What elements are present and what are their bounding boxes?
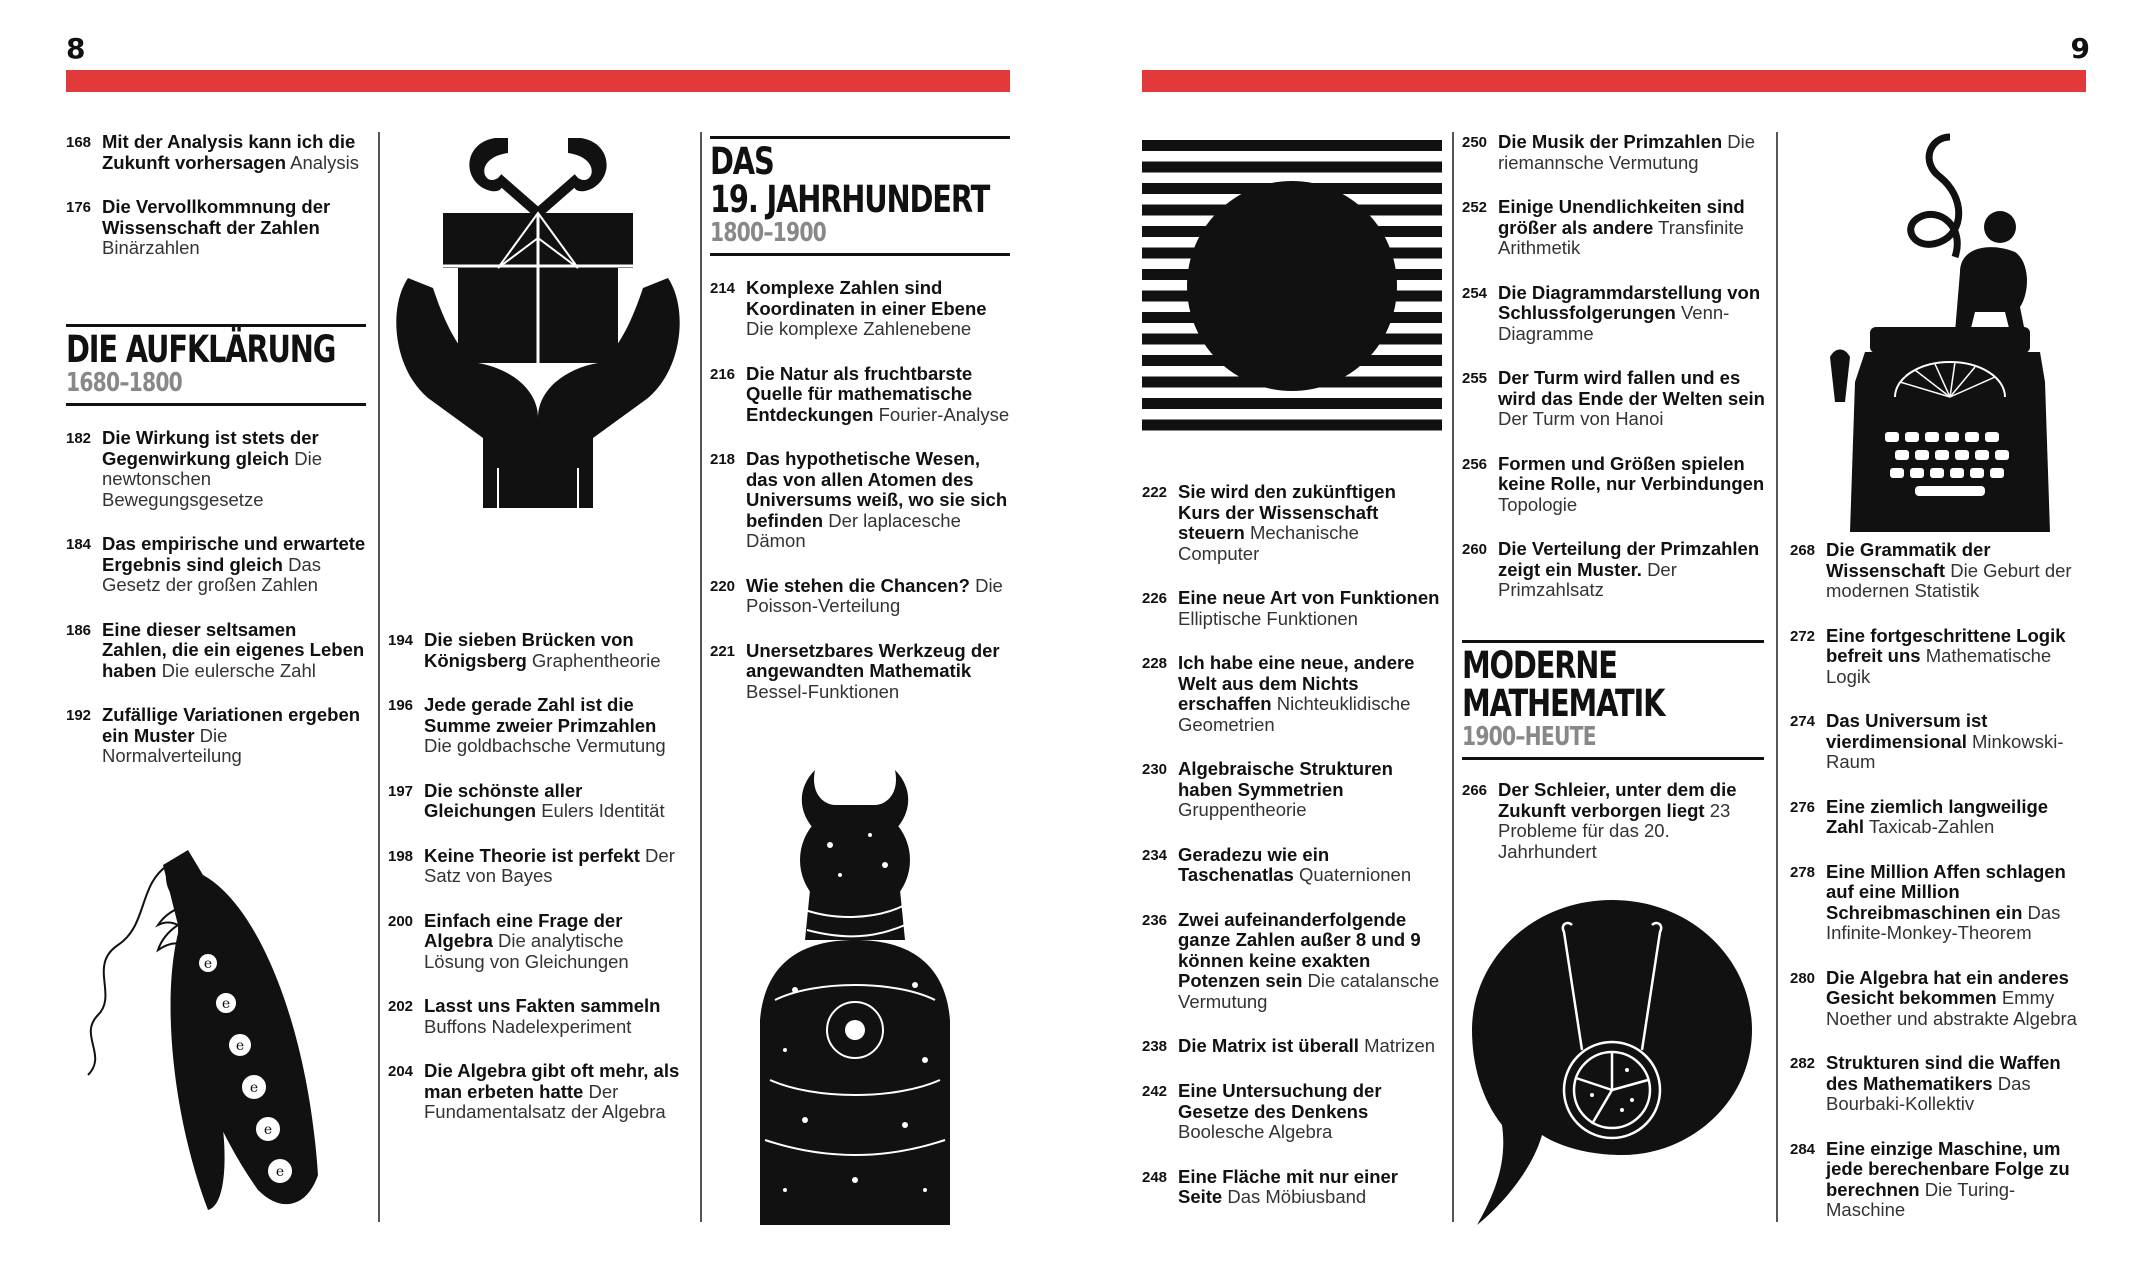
- section-years: 1900–HEUTE: [1462, 722, 1596, 752]
- toc-entry-title: Eine Million Affen schlagen auf eine Million Schreibmaschinen ein: [1826, 860, 2066, 923]
- column-divider: [378, 132, 380, 1222]
- toc-entry-text: [1178, 845, 1442, 886]
- toc-entry-text: [1178, 759, 1442, 821]
- toc-entry-subtitle: Der Satz von Bayes: [424, 844, 675, 886]
- section-title-line1: DAS: [710, 140, 774, 183]
- toc-entry-text: [1826, 968, 2090, 1030]
- toc-entry-title: Die schönste aller Gleichungen: [424, 779, 583, 821]
- svg-text:e: e: [235, 1038, 245, 1054]
- toc-page-number: 186: [66, 621, 92, 639]
- toc-entry-text: [1178, 1081, 1442, 1143]
- toc-entry-subtitle: Mathematische Logik: [1826, 645, 2052, 687]
- toc-entry: [66, 132, 366, 173]
- toc-entry-text: [424, 781, 688, 822]
- toc-entry-title: Wie stehen die Chancen?: [746, 574, 970, 596]
- toc-entry-subtitle: Buffons Nadelexperiment: [424, 1015, 632, 1037]
- column-divider: [1452, 132, 1454, 1222]
- toc-entry-subtitle: Das Gesetz der großen Zahlen: [102, 553, 321, 595]
- section-title: DIE AUFKLÄRUNG: [66, 328, 336, 371]
- toc-entry: [1790, 1053, 2090, 1115]
- toc-entry-title: Mit der Analysis kann ich die Zukunft vorhersagen: [102, 131, 356, 173]
- toc-entry-title: Das Universum ist vierdimensional: [1826, 710, 1988, 752]
- toc-entry: [1142, 588, 1442, 629]
- toc-list-col4: [1142, 482, 1442, 1232]
- toc-page-number: 256: [1462, 455, 1488, 473]
- toc-entry-subtitle: Graphentheorie: [531, 649, 661, 671]
- toc-list-col3: [710, 278, 1010, 726]
- toc-page-number: 194: [388, 632, 414, 649]
- toc-entry: [66, 428, 366, 510]
- page-number-right: 9: [2070, 32, 2090, 65]
- toc-entry-subtitle: Die analytische Lösung von Gleichungen: [424, 930, 629, 972]
- toc-entry-title: Geradezu wie ein Taschenatlas: [1178, 843, 1330, 885]
- svg-text:e: e: [249, 1080, 259, 1096]
- toc-page-number: 272: [1790, 627, 1816, 645]
- toc-entry: [1462, 454, 1767, 516]
- toc-entry: [66, 705, 366, 767]
- toc-entry-text: [1826, 711, 2090, 773]
- toc-page-number: 176: [66, 199, 92, 216]
- toc-entry-subtitle: Boolesche Algebra: [1178, 1121, 1333, 1142]
- toc-entry-text: [1178, 910, 1442, 1013]
- toc-page-number: 182: [66, 430, 92, 447]
- toc-list-col1-bottom: [66, 428, 366, 791]
- toc-entry-subtitle: Das Möbiusband: [1227, 1186, 1367, 1207]
- toc-entry-title: Jede gerade Zahl ist die Summe zweier Primzahlen: [424, 694, 657, 736]
- toc-entry: [1790, 862, 2090, 944]
- toc-entry-subtitle: Minkowski-Raum: [1826, 730, 2064, 772]
- toc-entry-subtitle: Elliptische Funktionen: [1178, 607, 1358, 629]
- toc-entry-subtitle: Emmy Noether und abstrakte Algebra: [1826, 987, 2077, 1029]
- section-header-aufklaerung: [66, 324, 366, 406]
- toc-entry-text: [1178, 1036, 1435, 1057]
- toc-entry-title: Die Algebra gibt oft mehr, als man erbeten hatte: [424, 1060, 680, 1102]
- toc-entry-text: [1498, 368, 1767, 430]
- toc-entry-title: Ich habe eine neue, andere Welt aus dem Nichts erschaffen: [1178, 652, 1415, 714]
- toc-entry: [1142, 1036, 1442, 1057]
- toc-entry-subtitle: Das Bourbaki-Kollektiv: [1826, 1072, 2031, 1114]
- toc-page-number: 221: [710, 642, 736, 660]
- toc-entry-text: [1826, 862, 2090, 944]
- toc-page-number: 228: [1142, 655, 1168, 672]
- toc-entry-subtitle: Eulers Identität: [541, 800, 665, 821]
- toc-entry-title: Zufällige Variationen ergeben ein Muster: [102, 704, 361, 746]
- toc-page-number: 222: [1142, 484, 1168, 501]
- toc-entry-title: Die Matrix ist überall: [1178, 1035, 1359, 1056]
- toc-list-col5-bottom: [1462, 780, 1767, 886]
- toc-entry-title: Die Diagrammdarstellung von Schlussfolgerungen: [1498, 281, 1761, 323]
- toc-entry-title: Die Algebra hat ein anderes Gesicht bekommen: [1826, 966, 2069, 1008]
- toc-entry: [1142, 910, 1442, 1013]
- toc-entry-subtitle: Die eulersche Zahl: [161, 659, 316, 681]
- toc-entry-text: [102, 132, 366, 173]
- toc-entry-title: Eine dieser seltsamen Zahlen, die ein eigenes Leben haben: [102, 618, 365, 681]
- toc-entry-subtitle: Venn-Diagramme: [1498, 302, 1730, 344]
- toc-entry-subtitle: Matrizen: [1364, 1035, 1436, 1056]
- toc-entry-text: [102, 620, 366, 682]
- toc-entry: [1790, 540, 2090, 602]
- toc-entry-subtitle: Mechanische Computer: [1178, 522, 1359, 564]
- toc-page-number: 192: [66, 707, 92, 724]
- toc-entry-title: Der Schleier, unter dem die Zukunft verborgen liegt: [1498, 779, 1737, 821]
- toc-entry: [1790, 1139, 2090, 1221]
- toc-entry-text: [1498, 197, 1767, 259]
- toc-entry: [1142, 759, 1442, 821]
- svg-text:e: e: [263, 1122, 273, 1138]
- toc-entry-subtitle: Binärzahlen: [102, 237, 200, 258]
- striped-circle-icon: [1142, 136, 1442, 436]
- monkey-typewriter-icon: [1790, 132, 2080, 532]
- toc-entry: [1462, 283, 1767, 345]
- toc-entry-subtitle: Taxicab-Zahlen: [1868, 816, 1995, 837]
- toc-page-number: 284: [1790, 1140, 1816, 1158]
- toc-entry-text: [1178, 653, 1442, 735]
- toc-entry-text: [1826, 626, 2090, 688]
- section-title-line2: MATHEMATIK: [1462, 682, 1665, 725]
- svg-text:e: e: [221, 996, 231, 1012]
- toc-entry: [388, 846, 688, 887]
- toc-entry: [710, 641, 1010, 703]
- toc-entry: [1462, 132, 1767, 173]
- toc-entry: [1142, 1167, 1442, 1208]
- page-number-left: 8: [66, 32, 86, 65]
- toc-entry-subtitle: Die goldbachsche Vermutung: [424, 735, 666, 756]
- toc-entry-title: Keine Theorie ist perfekt: [424, 844, 640, 866]
- starry-demon-icon: [755, 760, 955, 1225]
- toc-entry-subtitle: Die Poisson-Verteilung: [746, 574, 1003, 616]
- toc-entry-subtitle: 23 Probleme für das 20. Jahrhundert: [1498, 799, 1731, 862]
- toc-entry-subtitle: Die catalansche Vermutung: [1178, 970, 1440, 1012]
- toc-entry: [66, 197, 366, 259]
- toc-entry: [1462, 368, 1767, 430]
- toc-entry: [388, 911, 688, 973]
- toc-entry-subtitle: Bessel-Funktionen: [746, 680, 900, 702]
- gift-in-hands-icon: [388, 138, 688, 508]
- toc-entry-text: [1178, 588, 1442, 629]
- toc-page-number: 226: [1142, 590, 1168, 607]
- toc-entry-text: [746, 278, 1010, 340]
- toc-entry-text: [102, 534, 366, 596]
- toc-page-number: 184: [66, 536, 92, 553]
- toc-entry-text: [1178, 1167, 1442, 1208]
- toc-entry: [1790, 711, 2090, 773]
- toc-entry-subtitle: Das Infinite-Monkey-Theorem: [1826, 901, 2061, 943]
- toc-entry: [710, 576, 1010, 617]
- toc-entry-subtitle: Die Geburt der modernen Statistik: [1826, 559, 2072, 601]
- toc-entry-title: Eine ziemlich langweilige Zahl: [1826, 795, 2049, 837]
- toc-page-number: 248: [1142, 1168, 1168, 1186]
- toc-entry-text: [1498, 454, 1767, 516]
- toc-page-number: 266: [1462, 782, 1488, 799]
- toc-entry-title: Zwei aufeinanderfolgende ganze Zahlen außer 8 und 9 können keine exakten Potenzen sein: [1178, 908, 1421, 991]
- toc-page-number: 230: [1142, 761, 1168, 778]
- column-divider: [700, 132, 702, 1222]
- toc-entry-title: Komplexe Zahlen sind Koordinaten in einer Ebene: [746, 277, 987, 319]
- toc-entry-subtitle: Die Turing-Maschine: [1826, 1178, 2016, 1220]
- toc-entry-text: [1498, 780, 1767, 862]
- toc-entry: [1142, 845, 1442, 886]
- toc-entry-title: Die Wirkung ist stets der Gegenwirkung gleich: [102, 427, 319, 469]
- toc-page-number: 197: [388, 782, 414, 800]
- toc-entry-text: [1498, 539, 1767, 601]
- toc-entry-text: [424, 911, 688, 973]
- toc-entry: [710, 449, 1010, 552]
- toc-entry-subtitle: Die komplexe Zahlenebene: [746, 318, 972, 339]
- toc-entry-title: Das empirische und erwartete Ergebnis sind gleich: [102, 533, 366, 575]
- toc-list-col1-top: [66, 132, 366, 283]
- toc-page-number: 250: [1462, 134, 1488, 151]
- toc-page-number: 254: [1462, 284, 1488, 302]
- section-header-19-jahrhundert: [710, 136, 1010, 256]
- toc-page-number: 282: [1790, 1055, 1816, 1072]
- toc-entry-subtitle: Die Normalverteilung: [102, 724, 242, 766]
- toc-entry-title: Die Verteilung der Primzahlen zeigt ein Muster.: [1498, 538, 1760, 580]
- toc-entry: [388, 630, 688, 671]
- toc-page-number: 168: [66, 134, 92, 151]
- toc-entry-title: Der Turm wird fallen und es wird das Ende der Welten sein: [1498, 367, 1765, 409]
- toc-entry-subtitle: Der Primzahlsatz: [1498, 558, 1677, 600]
- toc-entry-title: Unersetzbares Werkzeug der angewandten Mathematik: [746, 639, 1000, 681]
- toc-entry-title: Lasst uns Fakten sammeln: [424, 995, 661, 1016]
- toc-page-number: 196: [388, 697, 414, 714]
- toc-page-number: 252: [1462, 199, 1488, 216]
- section-years: 1800–1900: [710, 218, 827, 248]
- toc-entry-text: [1826, 797, 2090, 838]
- toc-entry-text: [1498, 132, 1767, 173]
- toc-page-number: 202: [388, 998, 414, 1015]
- toc-entry-title: Die Natur als fruchtbarste Quelle für mathematische Entdeckungen: [746, 362, 973, 425]
- toc-entry-subtitle: Transfinite Arithmetik: [1498, 216, 1744, 258]
- toc-entry-title: Sie wird den zukünftigen Kurs der Wissenschaft steuern: [1178, 481, 1396, 543]
- toc-page-number: 216: [710, 365, 736, 383]
- toc-entry-text: [1826, 540, 2090, 602]
- toc-page-number: 214: [710, 280, 736, 297]
- toc-entry-text: [424, 996, 688, 1037]
- toc-entry: [66, 534, 366, 596]
- toc-entry-title: Einfach eine Frage der Algebra: [424, 909, 623, 951]
- toc-entry-text: [102, 428, 366, 510]
- toc-page-number: 274: [1790, 713, 1816, 730]
- toc-entry-text: [424, 630, 688, 671]
- toc-entry-text: [1498, 283, 1767, 345]
- toc-page-number: 204: [388, 1063, 414, 1080]
- toc-entry-title: Das hypothetische Wesen, das von allen Atomen des Universums weiß, wo sie sich befinden: [746, 448, 1008, 531]
- toc-entry-title: Die Musik der Primzahlen: [1498, 131, 1723, 152]
- toc-entry: [1142, 482, 1442, 564]
- toc-page-number: 268: [1790, 542, 1816, 559]
- toc-entry-text: [424, 1061, 688, 1123]
- svg-text:e: e: [275, 1164, 285, 1180]
- toc-entry-title: Die Vervollkommnung der Wissenschaft der Zahlen: [102, 196, 331, 238]
- toc-entry-subtitle: Analysis: [290, 151, 360, 173]
- toc-page-number: 278: [1790, 863, 1816, 881]
- toc-entry: [1142, 1081, 1442, 1143]
- toc-page-number: 218: [710, 451, 736, 468]
- red-header-bar-right: [1142, 70, 2086, 92]
- toc-entry-subtitle: Quaternionen: [1299, 864, 1412, 885]
- toc-entry-title: Formen und Größen spielen keine Rolle, nur Verbindungen: [1498, 452, 1765, 494]
- section-title-line2: 19. JAHRHUNDERT: [710, 178, 990, 221]
- peapod-icon: [78, 845, 328, 1225]
- toc-entry-title: Strukturen sind die Waffen des Mathematikers: [1826, 1052, 2061, 1094]
- toc-entry-title: Eine fortgeschrittene Logik befreit uns: [1826, 624, 2066, 666]
- red-header-bar-left: [66, 70, 1010, 92]
- toc-entry-title: Eine einzige Maschine, um jede berechenbare Folge zu berechnen: [1826, 1137, 2070, 1200]
- toc-entry: [710, 278, 1010, 340]
- toc-page-number: 238: [1142, 1038, 1168, 1055]
- toc-page-number: 234: [1142, 846, 1168, 864]
- toc-entry: [1790, 968, 2090, 1030]
- toc-page-number: 276: [1790, 798, 1816, 816]
- toc-page-number: 200: [388, 912, 414, 930]
- toc-page-number: 220: [710, 577, 736, 595]
- toc-list-col6: [1790, 540, 2090, 1245]
- toc-page-number: 236: [1142, 911, 1168, 929]
- toc-entry-title: Die Grammatik der Wissenschaft: [1826, 539, 1991, 581]
- toc-entry-subtitle: Der laplacesche Dämon: [746, 509, 961, 551]
- toc-entry: [388, 781, 688, 822]
- toc-entry: [1462, 539, 1767, 601]
- toc-entry-text: [102, 197, 366, 259]
- toc-entry: [388, 996, 688, 1037]
- toc-entry-title: Eine Untersuchung der Gesetze des Denkens: [1178, 1080, 1382, 1122]
- toc-entry-title: Eine neue Art von Funktionen: [1178, 587, 1440, 608]
- toc-entry-title: Die sieben Brücken von Königsberg: [424, 629, 634, 671]
- section-years: 1680–1800: [66, 368, 183, 398]
- toc-entry-text: [424, 846, 688, 887]
- toc-entry-text: [746, 641, 1010, 703]
- toc-entry-text: [424, 695, 688, 757]
- toc-entry: [388, 1061, 688, 1123]
- toc-entry-subtitle: Der Turm von Hanoi: [1498, 408, 1664, 429]
- toc-entry: [710, 364, 1010, 426]
- toc-entry-text: [1826, 1139, 2090, 1221]
- toc-entry-title: Eine Fläche mit nur einer Seite: [1178, 1165, 1399, 1207]
- toc-page-number: 260: [1462, 541, 1488, 558]
- toc-entry-title: Algebraische Strukturen haben Symmetrien: [1178, 758, 1393, 800]
- toc-entry-subtitle: Fourier-Analyse: [878, 403, 1010, 425]
- toc-entry-title: Einige Unendlichkeiten sind größer als andere: [1498, 196, 1745, 238]
- toc-entry-text: [746, 449, 1010, 552]
- toc-entry-text: [1178, 482, 1442, 564]
- toc-entry-subtitle: Der Fundamentalsatz der Algebra: [424, 1080, 666, 1122]
- toc-page-number: 255: [1462, 370, 1488, 387]
- toc-entry-text: [746, 576, 1010, 617]
- toc-page-number: 280: [1790, 969, 1816, 987]
- toc-entry-text: [1826, 1053, 2090, 1115]
- toc-entry-subtitle: Die riemannsche Vermutung: [1498, 131, 1756, 173]
- toc-entry: [1462, 197, 1767, 259]
- speech-bubble-pie-chart-icon: [1472, 900, 1752, 1230]
- toc-entry: [1790, 797, 2090, 838]
- toc-entry-subtitle: Topologie: [1498, 493, 1578, 515]
- column-divider: [1776, 132, 1778, 1222]
- toc-entry: [1142, 653, 1442, 735]
- toc-entry: [1462, 780, 1767, 862]
- toc-entry-text: [102, 705, 366, 767]
- toc-entry: [66, 620, 366, 682]
- toc-entry-subtitle: Die newtonschen Bewegungsgesetze: [102, 447, 322, 510]
- toc-entry: [388, 695, 688, 757]
- toc-entry-subtitle: Nichteuklidische Geometrien: [1178, 693, 1411, 735]
- section-header-moderne-mathematik: [1462, 640, 1764, 760]
- toc-page-number: 198: [388, 847, 414, 865]
- toc-list-col5-top: [1462, 132, 1767, 625]
- toc-entry-subtitle: Gruppentheorie: [1178, 799, 1307, 820]
- svg-text:e: e: [203, 956, 213, 972]
- section-title-line1: MODERNE: [1462, 644, 1617, 687]
- toc-page-number: 242: [1142, 1083, 1168, 1100]
- toc-list-col2: [388, 630, 688, 1147]
- toc-entry-text: [746, 364, 1010, 426]
- toc-entry: [1790, 626, 2090, 688]
